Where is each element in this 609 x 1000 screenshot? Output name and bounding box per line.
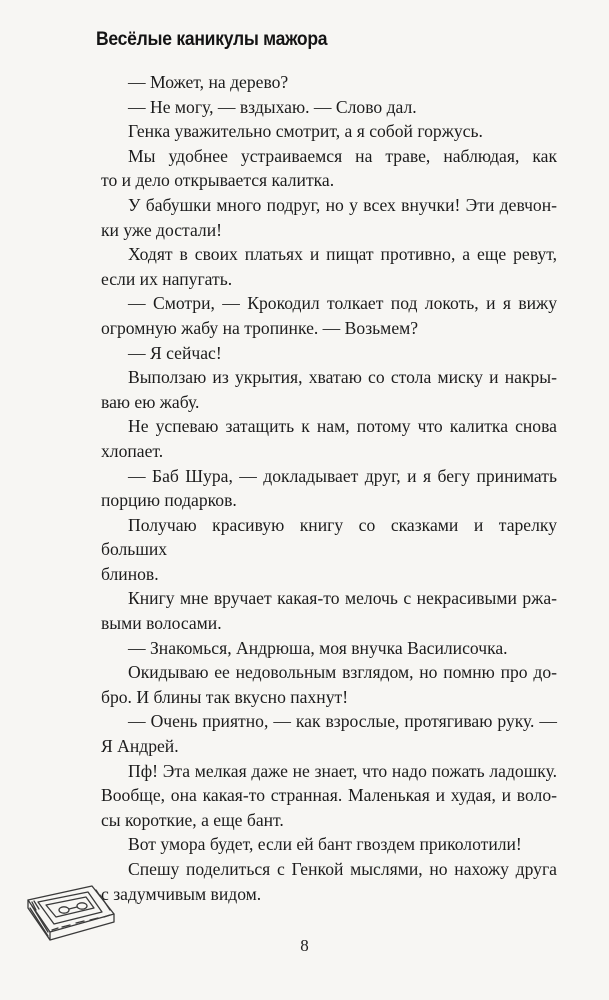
body-text xyxy=(101,70,557,906)
page-number: 8 xyxy=(300,936,309,955)
text-line: порцию подарков. xyxy=(101,490,237,511)
paragraph xyxy=(101,759,557,833)
text-line: — Баб Шура, — докладывает друг, и я бегу принимать xyxy=(128,465,557,486)
paragraph xyxy=(101,365,557,414)
text-line: Пф! Эта мелкая даже не знает, что надо пожать ладошку. xyxy=(128,760,557,781)
text-line: Получаю красивую книгу со сказками и тарелку больших xyxy=(101,514,557,560)
paragraph xyxy=(101,414,557,463)
text-line: — Я сейчас! xyxy=(128,342,222,363)
paragraph xyxy=(101,193,557,242)
text-line: — Знакомься, Андрюша, моя внучка Василисочка. xyxy=(128,637,508,658)
paragraph xyxy=(101,144,557,193)
text-line: хлопает. xyxy=(101,440,164,461)
paragraph xyxy=(101,70,557,95)
text-line: — Не могу, — вздыхаю. — Слово дал. xyxy=(128,96,417,117)
text-line: Я Андрей. xyxy=(101,736,179,757)
text-line: У бабушки много подруг, но у всех внучки! Эти девчон- xyxy=(128,194,557,215)
paragraph xyxy=(101,341,557,366)
text-line: выми волосами. xyxy=(101,613,222,634)
text-line: — Очень приятно, — как взрослые, протягиваю руку. — xyxy=(128,711,557,732)
paragraph xyxy=(101,513,557,587)
text-line: блинов. xyxy=(101,563,159,584)
text-line: бро. И блины так вкусно пахнут! xyxy=(101,686,349,707)
text-line: ки уже достали! xyxy=(101,219,222,240)
paragraph xyxy=(101,586,557,635)
text-line: Ходят в своих платьях и пищат противно, а еще ревут, xyxy=(128,244,557,265)
paragraph xyxy=(101,709,557,758)
text-line: то и дело открывается калитка. xyxy=(101,170,335,191)
cassette-tape-icon xyxy=(22,880,118,942)
text-line: огромную жабу на тропинке. — Возьмем? xyxy=(101,317,419,338)
text-line: с задумчивым видом. xyxy=(101,883,262,904)
text-line: Окидываю ее недовольным взглядом, но помню про до- xyxy=(128,662,557,683)
paragraph xyxy=(101,832,557,857)
paragraph xyxy=(101,242,557,291)
text-line: Выползаю из укрытия, хватаю со стола миску и накры- xyxy=(128,367,557,388)
text-line: Мы удобнее устраиваемся на траве, наблюдая, как xyxy=(128,145,557,166)
text-line: — Может, на дерево? xyxy=(128,72,289,92)
running-head-title: Весёлые каникулы мажора xyxy=(96,28,328,50)
paragraph xyxy=(101,95,557,120)
text-line: ваю ею жабу. xyxy=(101,391,200,412)
paragraph xyxy=(101,660,557,709)
text-line: если их напугать. xyxy=(101,268,233,289)
paragraph xyxy=(101,636,557,661)
text-line: Книгу мне вручает какая-то мелочь с некрасивыми ржа- xyxy=(128,588,557,609)
text-line: Вот умора будет, если ей бант гвоздем приколотили! xyxy=(128,834,522,855)
text-line: Генка уважительно смотрит, а я собой горжусь. xyxy=(128,121,483,142)
paragraph xyxy=(101,857,557,906)
text-line: Вообще, она какая-то странная. Маленькая и худая, и воло- xyxy=(101,785,557,806)
text-line: — Смотри, — Крокодил толкает под локоть, и я вижу xyxy=(128,293,557,314)
paragraph xyxy=(101,119,557,144)
paragraph xyxy=(101,291,557,340)
text-line: Не успеваю затащить к нам, потому что калитка снова xyxy=(128,416,557,437)
paragraph xyxy=(101,464,557,513)
text-line: Спешу поделиться с Генкой мыслями, но нахожу друга xyxy=(128,859,557,879)
text-line: сы короткие, а еще бант. xyxy=(101,809,284,830)
